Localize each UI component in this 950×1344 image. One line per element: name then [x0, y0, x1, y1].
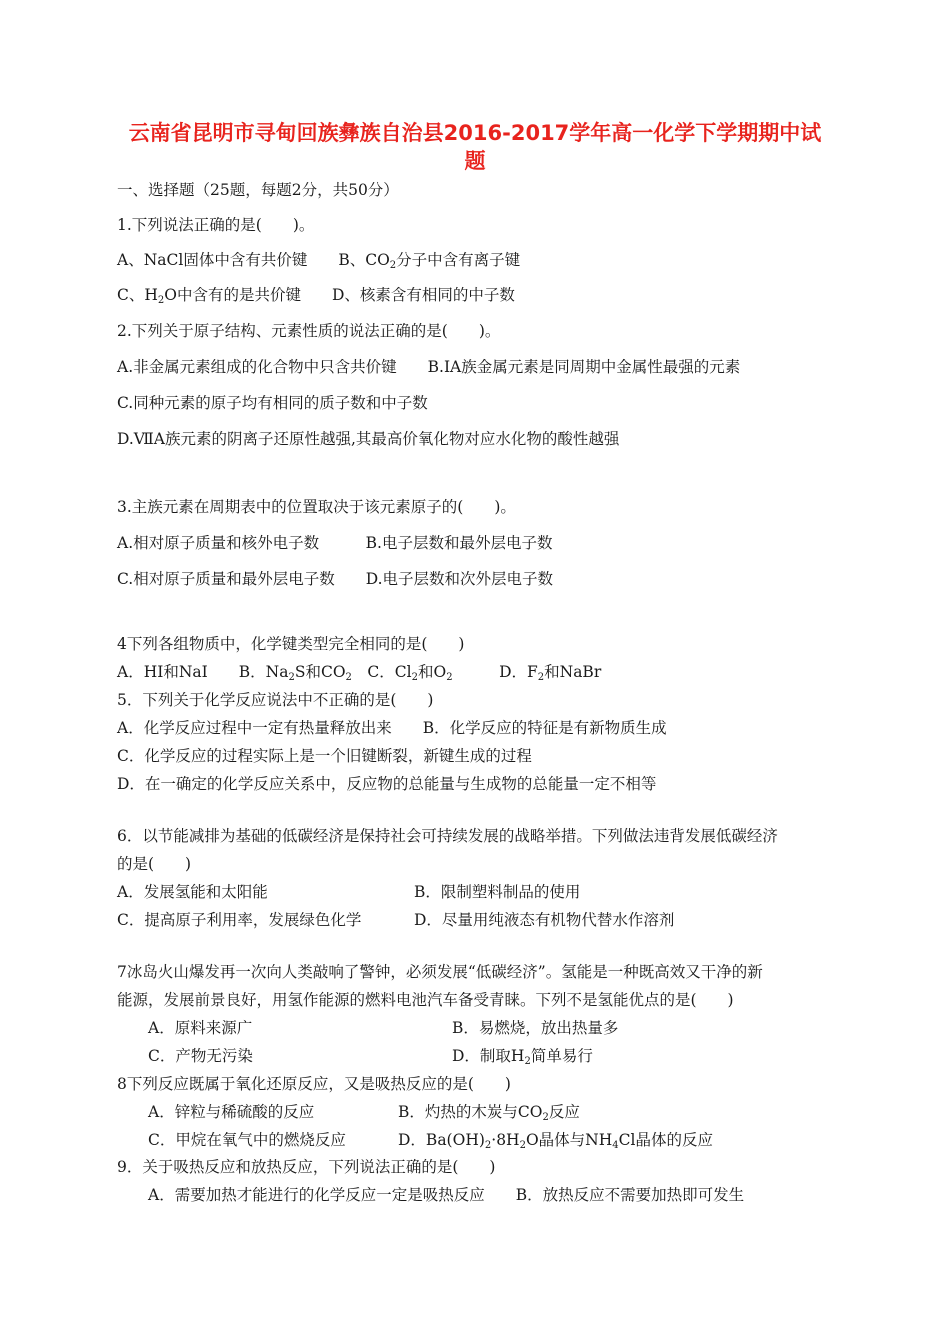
q1-options-ab: A、NaCl固体中含有共价键 B、$CO_2$分子中含有离子键: [117, 251, 521, 271]
q5-stem: 5．下列关于化学反应说法中不正确的是( ): [117, 691, 434, 709]
q7-option-a: A．原料来源广: [148, 1019, 253, 1037]
q2-stem: 2.下列关于原子结构、元素性质的说法正确的是( )。: [117, 322, 501, 340]
q1-stem: 1.下列说法正确的是( )。: [117, 216, 315, 234]
q6-stem-line-2: 的是( ): [117, 855, 192, 873]
title-line-2: 题: [464, 149, 486, 173]
q3-stem: 3.主族元素在周期表中的位置取决于该元素原子的( )。: [117, 498, 516, 516]
q7-stem-line-1: 7冰岛火山爆发再一次向人类敲响了警钟，必须发展“低碳经济”。氢能是一种既高效又干净的新: [117, 963, 763, 981]
q3-options-cd: C.相对原子质量和最外层电子数 D.电子层数和次外层电子数: [117, 570, 554, 588]
q1-options-cd: C、$H_2O$中含有的是共价键 D、核素含有相同的中子数: [117, 286, 515, 306]
page-title: [100, 119, 850, 175]
q2-option-c: C.同种元素的原子均有相同的质子数和中子数: [117, 394, 428, 412]
q7-option-d: D．制取$H_2$简单易行: [452, 1047, 593, 1067]
q6-option-b: B．限制塑料制品的使用: [414, 883, 581, 901]
q8-option-d: D．$Ba(OH)_2\cdot 8H_2O$晶体与$NH_4Cl$晶体的反应: [398, 1131, 713, 1151]
q8-option-a: A．锌粒与稀硫酸的反应: [148, 1103, 315, 1121]
q3-options-ab: A.相对原子质量和核外电子数 B.电子层数和最外层电子数: [117, 534, 553, 552]
q7-option-b: B．易燃烧，放出热量多: [452, 1019, 619, 1037]
q4-options: A．HI和NaI B．$Na_2S$和$CO_2$ C．$Cl_2$和$O_2$ D．$F_2$和NaBr: [117, 663, 602, 683]
title-line-1: 云南省昆明市寻甸回族彝族自治县2016-2017学年高一化学下学期期中试: [128, 121, 822, 145]
q2-option-d: D.ⅦA族元素的阴离子还原性越强,其最高价氧化物对应水化物的酸性越强: [117, 430, 620, 448]
q9-options-ab: A．需要加热才能进行的化学反应一定是吸热反应 B．放热反应不需要加热即可发生: [148, 1186, 745, 1204]
q5-option-c: C．化学反应的过程实际上是一个旧键断裂，新键生成的过程: [117, 747, 532, 765]
q8-option-b: B．灼热的木炭与$CO_2$反应: [398, 1103, 580, 1123]
q2-option-ab: A.非金属元素组成的化合物中只含共价键 B.ⅠA族金属元素是同周期中金属性最强的元素: [117, 358, 741, 376]
q5-option-ab: A．化学反应过程中一定有热量释放出来 B．化学反应的特征是有新物质生成: [117, 719, 667, 737]
q8-stem: 8下列反应既属于氧化还原反应，又是吸热反应的是( ): [117, 1075, 511, 1093]
q4-stem: 4下列各组物质中，化学键类型完全相同的是( ): [117, 635, 465, 653]
q7-stem-line-2: 能源，发展前景良好，用氢作能源的燃料电池汽车备受青睐。下列不是氢能优点的是( ): [117, 991, 734, 1009]
q6-option-d: D．尽量用纯液态有机物代替水作溶剂: [414, 911, 675, 929]
section-heading: 一、选择题（25题，每题2分，共50分）: [117, 181, 399, 199]
q6-stem-line-1: 6．以节能减排为基础的低碳经济是保持社会可持续发展的战略举措。下列做法违背发展低碳经济: [117, 827, 778, 845]
q6-option-c: C．提高原子利用率，发展绿色化学: [117, 911, 362, 929]
q6-option-a: A．发展氢能和太阳能: [117, 883, 268, 901]
q8-option-c: C．甲烷在氧气中的燃烧反应: [148, 1131, 346, 1149]
q9-stem: 9．关于吸热反应和放热反应，下列说法正确的是( ): [117, 1158, 496, 1176]
q5-option-d: D．在一确定的化学反应关系中，反应物的总能量与生成物的总能量一定不相等: [117, 775, 657, 793]
q7-option-c: C．产物无污染: [148, 1047, 253, 1065]
